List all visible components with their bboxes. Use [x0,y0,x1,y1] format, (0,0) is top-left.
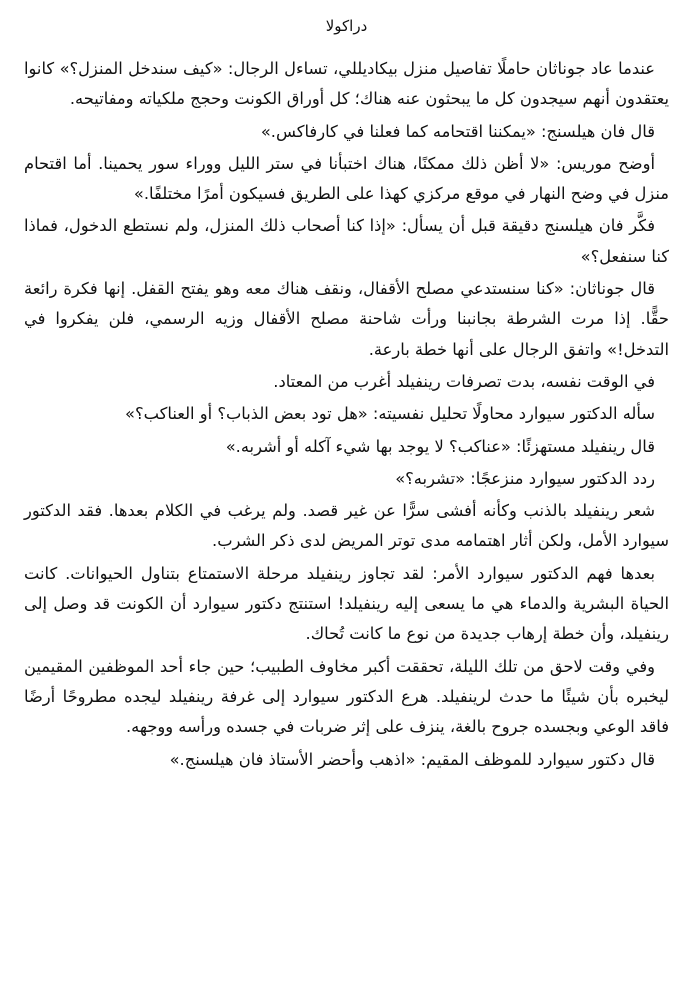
paragraph: قال دكتور سيوارد للموظف المقيم: «اذهب وأحضر الأستاذ فان هيلسنج.» [169,749,655,769]
paragraph: قال جوناثان: «كنا سنستدعي مصلح الأقفال، ونقف هناك معه وهو يفتح القفل. إنها فكرة رائعة حقًّا. إذا مرت الشرطة بجانبنا ورأت شاحنة مصلح الأقفال وزيه الرسمي، فلن يفكروا في التدخل!» واتفق الرجال على أنها خطة بارعة. [24,279,669,359]
paragraph: قال فان هيلسنج: «يمكننا اقتحامه كما فعلنا في كارفاكس.» [260,121,655,141]
paragraph: شعر رينفيلد بالذنب وكأنه أفشى سرًّا عن غير قصد. ولم يرغب في الكلام بعدها. فقد الدكتور سيوارد الأمل، ولكن أثار اهتمامه مدى توتر المريض لدى ذكر الشرب. [24,501,669,551]
paragraph: سأله الدكتور سيوارد محاولًا تحليل نفسيته: «هل تود بعض الذباب؟ أو العناكب؟» [125,404,655,424]
paragraph: وفي وقت لاحق من تلك الليلة، تحققت أكبر مخاوف الطبيب؛ حين جاء أحد الموظفين المقيمين ليخبره بأن شيئًا ما حدث لرينفيلد. هرع الدكتور سيوارد إلى غرفة رينفيلد ليجده مطروحًا أرضًا فاقد الوعي وبجسده جروح بالغة، ينزف على إثر ضربات في جسده ورأسه ووجهه. [24,656,669,737]
paragraph: قال رينفيلد مستهزئًا: «عناكب؟ لا يوجد بها شيء آكله أو أشربه.» [225,436,655,456]
paragraph: في الوقت نفسه، بدت تصرفات رينفيلد أغرب من المعتاد. [273,371,655,391]
paragraph: فكَّر فان هيلسنج دقيقة قبل أن يسأل: «إذا كنا أصحاب ذلك المنزل، ولم نستطع الدخول، فماذا كنا سنفعل؟» [24,216,669,266]
running-header: دراكولا [325,17,368,35]
paragraph: أوضح موريس: «لا أظن ذلك ممكنًا، هناك اختبأنا في ستر الليل ووراء سور يحمينا. أما اقتحام منزل في وضح النهار في موقع مركزي كهذا على الطريق فسيكون أمرًا مختلفًا.» [24,153,669,204]
paragraph: بعدها فهم الدكتور سيوارد الأمر: لقد تجاوز رينفيلد مرحلة الاستمتاع بتناول الحيوانات. كانت الحياة البشرية والدماء هي ما يسعى إليه رينفيلد! استنتج دكتور سيوارد أن الكونت قد وصل إلى رينفيلد، وأن خطة إرهاب جديدة من نوع ما كانت تُحاك. [24,563,669,644]
paragraph: ردد الدكتور سيوارد منزعجًا: «تشربه؟» [395,468,655,488]
body-text [24,54,669,775]
paragraph: عندما عاد جوناثان حاملًا تفاصيل منزل بيكاديللي، تساءل الرجال: «كيف سندخل المنزل؟» كانوا يعتقدون أنهم سيجدون كل ما يبحثون عنه هناك؛ كل أوراق الكونت وحجج ملكياته ومفاتيحه. [24,59,669,109]
